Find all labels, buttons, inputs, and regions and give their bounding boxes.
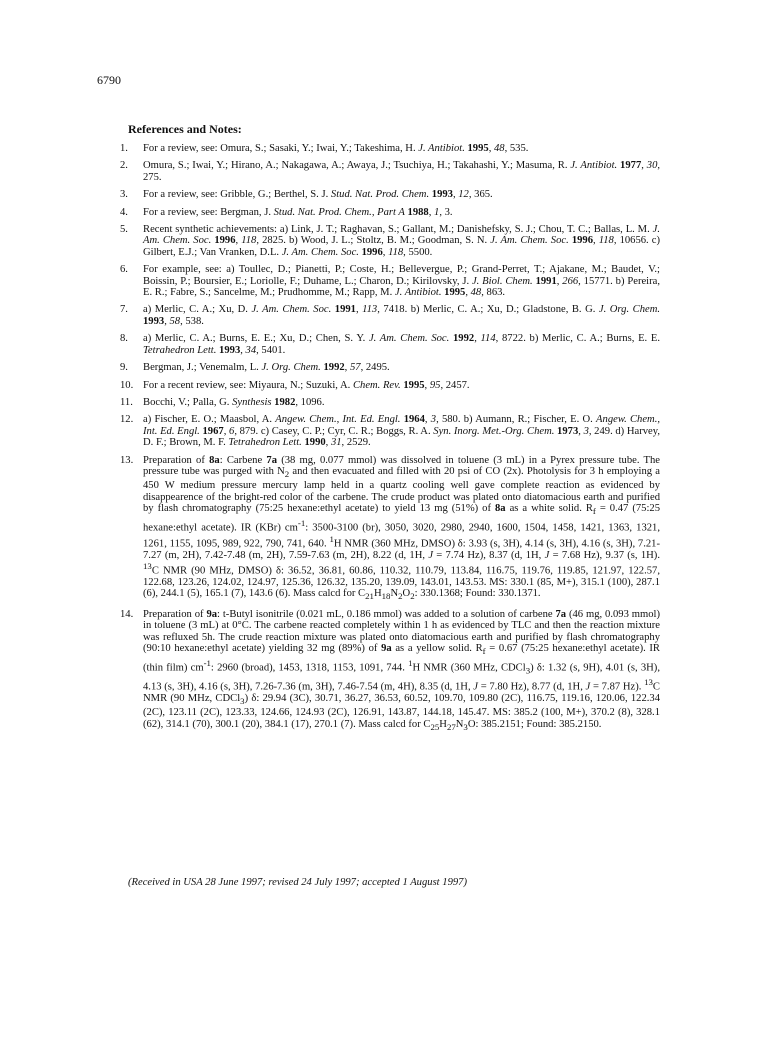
reference-item [120, 362, 660, 373]
reference-text: For example, see: a) Toullec, D.; Pianetti, P.; Coste, H.; Bellevergue, P.; Grand-Perret, T.; Ajakane, M.; Baudet, V.; Boissin, P.; Boursier, E.; Loriolle, F.; Duhame, L.; Charon, D.; Kirilovsky, J. J. Biol. Chem. 1991, 266, 15771. b) Pereira, E. R.; Fabre, S.; Sancelme, M.; Prudhomme, M.; Rapp, M. J. Antibiot. 1995, 48, 863. [143, 264, 660, 299]
reference-item [120, 143, 660, 154]
section-title: References and Notes: [128, 122, 242, 136]
reference-item [120, 397, 660, 408]
reference-text: For a recent review, see: Miyaura, N.; Suzuki, A. Chem. Rev. 1995, 95, 2457. [143, 379, 470, 391]
reference-text: Preparation of 9a: t-Butyl isonitrile (0.021 mL, 0.186 mmol) was added to a solution of carbene 7a (46 mg, 0.093 mmol) in toluene (3 mL) at 0°C. The carbene reacted completely within 1 h as evidenced by TLC and then the reaction mixture was refluxed 5h. The crude reaction mixture was plated onto diatomacious earth and purified by flash chromatography (90:10 hexane:ethyl acetate) yielding 32 mg (89%) of 9a as a yellow solid. $R_f = 0.67$ (75:25 hexane:ethyl acetate). IR (thin film) $cm^{-1}$: 2960 (broad), 1453, 1318, 1153, 1091, 744. $^1$H NMR (360 MHz, CDCl$_3$) δ: 1.32 (s, 9H), 4.01 (s, 3H), 4.13 (s, 3H), 4.16 (s, 3H), 7.26-7.36 (m, 3H), 7.46-7.54 (m, 4H), 8.35 (d, 1H, J = 7.80 Hz), 8.77 (d, 1H, J = 7.87 Hz). $^{13}$C NMR (90 MHz, CDCl$_3$) δ: 29.94 (3C), 30.71, 36.27, 36.53, 60.52, 109.70, 109.80 (2C), 116.75, 119.16, 120.06, 122.34 (2C), 123.11 (2C), 123.33, 124.66, 124.93 (2C), 126.91, 143.87, 144.18, 145.47. MS: 385.2 (100, M+), 370.2 (8), 328.1 (62), 314.1 (70), 300.1 (20), 384.1 (17), 270.1 (7). Mass calcd for $C_{25}H_{27}N_3O$: 385.2151; Found: 385.2150. [143, 608, 661, 732]
reference-text: Bergman, J.; Venemalm, L. J. Org. Chem. 1992, 57, 2495. [143, 362, 390, 374]
reference-text: a) Fischer, E. O.; Maasbol, A. Angew. Chem., Int. Ed. Engl. 1964, 3, 580. b) Aumann, R.; Fischer, E. O. Angew. Chem., Int. Ed. Engl. 1967, 6, 879. c) Casey, C. P.; Cyr, C. R.; Boggs, R. A. Syn. Inorg. Met.-Org. Chem. 1973, 3, 249. d) Harvey, D. F.; Brown, M. F. Tetrahedron Lett. 1990, 31, 2529. [143, 414, 661, 449]
reference-item [120, 380, 660, 391]
reference-item [120, 264, 660, 298]
reference-item [120, 207, 660, 218]
reference-text: Recent synthetic achievements: a) Link, J. T.; Raghavan, S.; Gallant, M.; Danishefsky, S. J.; Chou, T. C.; Ballas, L. M. J. Am. Chem. Soc. 1996, 118, 2825. b) Wood, J. L.; Stoltz, B. M.; Goodman, S. N. J. Am. Chem. Soc. 1996, 118, 10656. c) Gilbert, E.J.; Van Vranken, D.L. J. Am. Chem. Soc. 1996, 118, 5500. [143, 224, 661, 258]
reference-number: 1. [120, 143, 128, 154]
reference-number: 7. [120, 304, 128, 316]
reference-number: 9. [120, 362, 128, 374]
reference-text: a) Merlic, C. A.; Xu, D. J. Am. Chem. Soc. 1991, 113, 7418. b) Merlic, C. A.; Xu, D.; Gladstone, B. G. J. Org. Chem. 1993, 58, 538. [143, 304, 660, 327]
reference-text: a) Merlic, C. A.; Burns, E. E.; Xu, D.; Chen, S. Y. J. Am. Chem. Soc. 1992, 114, 8722. b) Merlic, C. A.; Burns, E. E. Tetrahedron Lett. 1993, 34, 5401. [143, 333, 661, 356]
reference-text: Preparation of 8a: Carbene 7a (38 mg, 0.077 mmol) was dissolved in toluene (3 mL) in a Pyrex pressure tube. The pressure tube was purged with $N_2$ and then evacuated and filled with 20 psi of CO (2x). Photolysis for 3 h employing a 450 W medium pressure mercury lamp held in a quartz cooling well gave complete reaction as evidenced by disappearence of the bright-red color of the carbene. The crude product was plated onto diatomacious earth and purified by flash chromatography (75:25 hexane:ethyl acetate) to yield 13 mg (51%) of 8a as a white solid. $R_f = 0.47$ (75:25 hexane:ethyl acetate). IR (KBr) $cm^{-1}$: 3500-3100 (br), 3050, 3020, 2980, 2940, 1600, 1504, 1458, 1421, 1363, 1321, 1261, 1155, 1095, 989, 922, 790, 741, 640. $^1$H NMR (360 MHz, DMSO) δ: 3.93 (s, 3H), 4.14 (s, 3H), 4.16 (s, 3H), 7.21-7.27 (m, 2H), 7.42-7.48 (m, 2H), 7.59-7.63 (m, 2H), 8.22 (d, 1H, J = 7.74 Hz), 8.37 (d, 1H, J = 7.68 Hz), 9.37 (s, 1H). $^{13}$C NMR (90 MHz, DMSO) δ: 36.52, 36.81, 60.86, 110.32, 110.79, 113.84, 116.75, 119.76, 119.85, 121.97, 122.57, 122.68, 123.26, 124.02, 124.97, 125.36, 126.32, 135.20, 139.09, 143.01, 143.53. MS: 330.1 (85, M+), 315.1 (100), 287.1 (6), 244.1 (5), 165.1 (7), 143.6 (6). Mass calcd for $C_{21}H_{18}N_2O_2$: 330.1368; Found: 330.1371. [143, 454, 661, 602]
reference-item [120, 160, 660, 183]
reference-text: For a review, see: Bergman, J. Stud. Nat. Prod. Chem., Part A 1988, 1, 3. [143, 206, 453, 218]
reference-number: 13. [120, 454, 134, 466]
reference-item [120, 189, 660, 200]
reference-text: For a review, see: Gribble, G.; Berthel, S. J. Stud. Nat. Prod. Chem. 1993, 12, 365. [143, 189, 493, 201]
reference-number: 5. [120, 224, 128, 236]
reference-number: 8. [120, 333, 128, 345]
reference-item [120, 609, 660, 733]
reference-number: 14. [120, 608, 134, 620]
reference-text: Omura, S.; Iwai, Y.; Hirano, A.; Nakagawa, A.; Awaya, J.; Tsuchiya, H.; Takahashi, Y.; Masuma, R. J. Antibiot. 1977, 30, 275. [143, 160, 661, 183]
reference-item [120, 414, 660, 448]
reference-text: Bocchi, V.; Palla, G. Synthesis 1982, 1096. [143, 396, 325, 408]
reference-number: 12. [120, 414, 134, 426]
reference-number: 3. [120, 189, 128, 201]
received-note: (Received in USA 28 June 1997; revised 24 July 1997; accepted 1 August 1997) [128, 877, 467, 888]
reference-list [120, 143, 660, 739]
reference-number: 11. [120, 396, 133, 408]
page-number: 6790 [97, 73, 121, 87]
reference-text: For a review, see: Omura, S.; Sasaki, Y.; Iwai, Y.; Takeshima, H. J. Antibiot. 1995, 48, 535. [143, 143, 529, 154]
reference-item [120, 333, 660, 356]
reference-number: 10. [120, 379, 134, 391]
reference-number: 6. [120, 264, 128, 276]
reference-number: 4. [120, 206, 128, 218]
reference-item [120, 224, 660, 258]
reference-number: 2. [120, 160, 128, 172]
reference-item [120, 304, 660, 327]
reference-item [120, 455, 660, 603]
